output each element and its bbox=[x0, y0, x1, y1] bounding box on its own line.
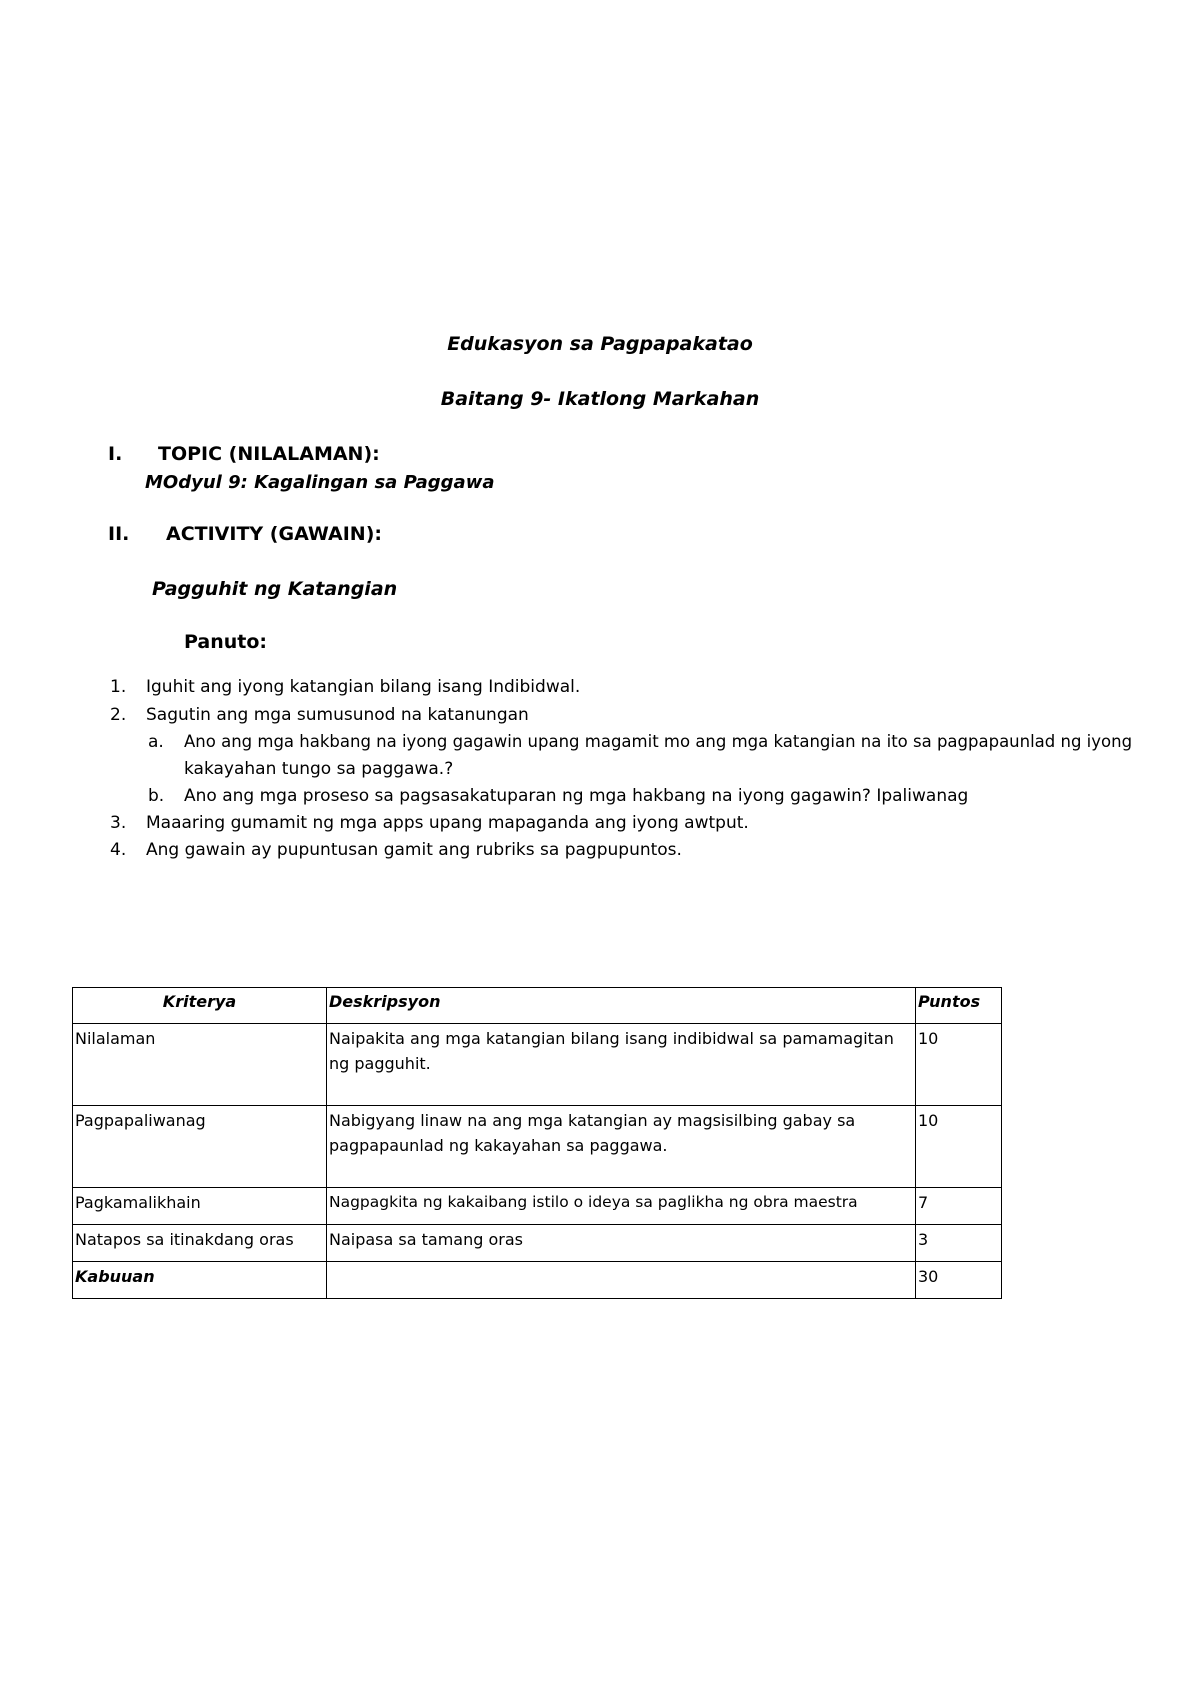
description-cell: Nabigyang linaw na ang mga katangian ay magsisilbing gabay sa pagpapaunlad ng kakayahan sa paggawa. bbox=[327, 1106, 916, 1188]
rubric-table bbox=[72, 987, 1002, 1299]
sub-question-text: Ano ang mga proseso sa pagsasakatuparan ng mga hakbang na iyong gagawin? Ipaliwanag bbox=[184, 786, 969, 806]
criteria-cell: Pagpapaliwanag bbox=[73, 1106, 327, 1188]
section-heading-activity: ACTIVITY (GAWAIN): bbox=[166, 523, 382, 545]
document-grade-quarter: Baitang 9- Ikatlong Markahan bbox=[440, 388, 760, 410]
sub-question-text: Ano ang mga hakbang na iyong gagawin upang magamit mo ang mga katangian na ito sa pagpapaunlad ng iyong bbox=[184, 732, 1133, 751]
points-cell: 10 bbox=[916, 1106, 1002, 1188]
section-numeral-2: II. bbox=[108, 523, 130, 545]
instruction-number: 3. bbox=[110, 813, 127, 833]
sub-question-letter: b. bbox=[148, 786, 165, 806]
description-cell: Nagpagkita ng kakaibang istilo o ideya sa paglikha ng obra maestra bbox=[327, 1188, 916, 1225]
rubric-header-row bbox=[73, 988, 1002, 1024]
instruction-text: Iguhit ang iyong katangian bilang isang Indibidwal. bbox=[146, 677, 581, 697]
total-points-cell: 30 bbox=[916, 1262, 1002, 1299]
description-cell: Naipasa sa tamang oras bbox=[327, 1225, 916, 1262]
criteria-cell: Pagkamalikhain bbox=[73, 1188, 327, 1225]
description-cell: Naipakita ang mga katangian bilang isang indibidwal sa pamamagitan ng pagguhit. bbox=[327, 1024, 916, 1106]
instruction-text: Sagutin ang mga sumusunod na katanungan bbox=[146, 705, 529, 725]
activity-title: Pagguhit ng Katangian bbox=[152, 578, 398, 600]
table-row bbox=[73, 1106, 1002, 1188]
instruction-number: 1. bbox=[110, 677, 127, 697]
instructions-label: Panuto: bbox=[184, 631, 268, 653]
column-header-description: Deskripsyon bbox=[327, 988, 916, 1024]
section-numeral-1: I. bbox=[108, 443, 123, 465]
table-row bbox=[73, 1188, 1002, 1225]
criteria-cell: Nilalaman bbox=[73, 1024, 327, 1106]
total-label-cell: Kabuuan bbox=[73, 1262, 327, 1299]
module-title: MOdyul 9: Kagalingan sa Paggawa bbox=[145, 472, 495, 493]
table-row bbox=[73, 1024, 1002, 1106]
instruction-number: 2. bbox=[110, 705, 127, 725]
column-header-criteria: Kriterya bbox=[73, 988, 327, 1024]
points-cell: 7 bbox=[916, 1188, 1002, 1225]
document-subject-title: Edukasyon sa Pagpapakatao bbox=[447, 333, 753, 355]
sub-question-letter: a. bbox=[148, 732, 164, 752]
instruction-number: 4. bbox=[110, 840, 127, 860]
sub-question-text-continued: kakayahan tungo sa paggawa.? bbox=[184, 759, 454, 779]
instruction-text: Ang gawain ay pupuntusan gamit ang rubriks sa pagpupuntos. bbox=[146, 840, 682, 860]
column-header-points: Puntos bbox=[916, 988, 1002, 1024]
criteria-cell: Natapos sa itinakdang oras bbox=[73, 1225, 327, 1262]
instruction-text: Maaaring gumamit ng mga apps upang mapaganda ang iyong awtput. bbox=[146, 813, 749, 833]
table-row bbox=[73, 1225, 1002, 1262]
points-cell: 3 bbox=[916, 1225, 1002, 1262]
total-row bbox=[73, 1262, 1002, 1299]
points-cell: 10 bbox=[916, 1024, 1002, 1106]
section-heading-topic: TOPIC (NILALAMAN): bbox=[158, 443, 380, 465]
total-description-cell bbox=[327, 1262, 916, 1299]
